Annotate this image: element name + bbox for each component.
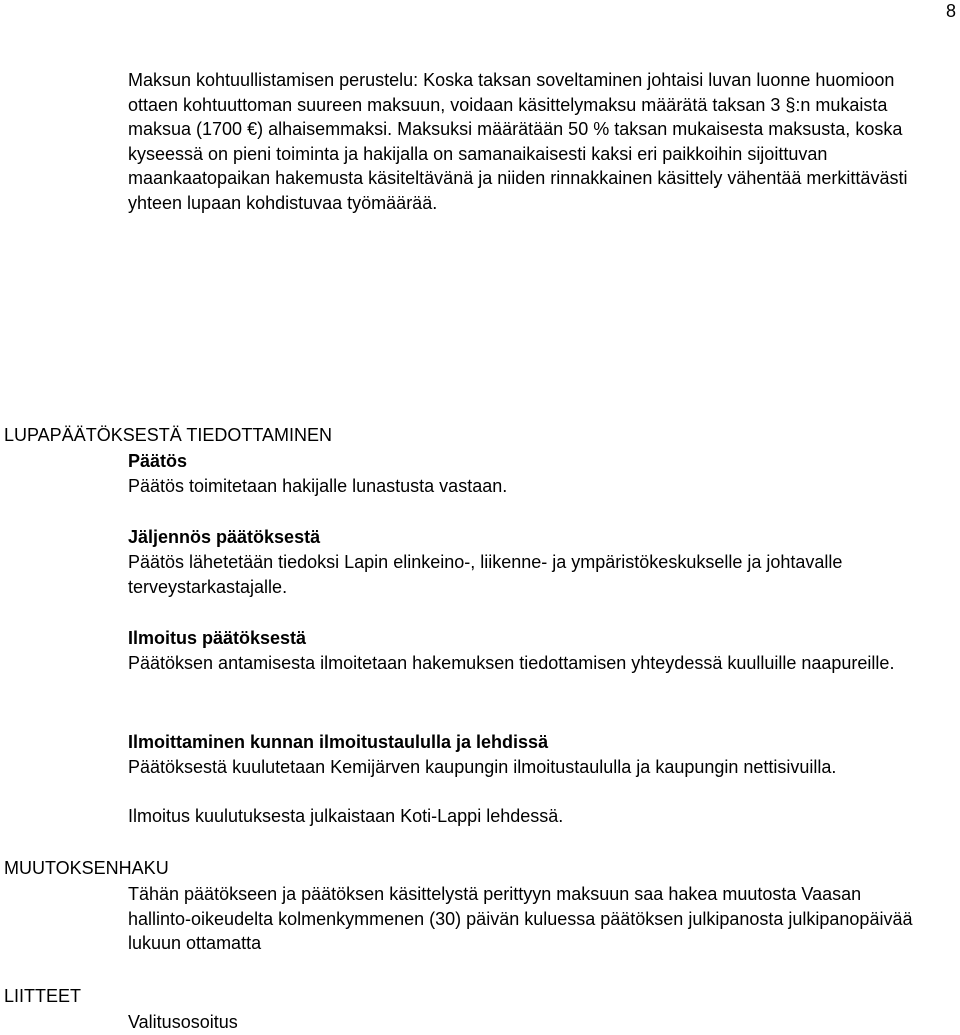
attachments-section-heading: LIITTEET	[4, 986, 82, 1006]
decision-copy-text: Päätös lähetetään tiedoksi Lapin elinkeino-, liikenne- ja ympäristökeskukselle ja johtavalle terveystarkastajalle.	[128, 552, 843, 597]
decision-announcement-heading: Ilmoitus päätöksestä	[128, 628, 307, 648]
page-number: 8	[945, 1, 956, 21]
attachment-item: Valitusosoitus	[128, 1012, 238, 1032]
decision-heading: Päätös	[128, 451, 188, 471]
appeal-text: Tähän päätökseen ja päätöksen käsittelystä perittyyn maksuun saa hakea muutosta Vaasan hallinto-oikeudelta kolmenkymmenen (30) päivän kuluessa päätöksen julkipanosta julkipanopäivää lukuun ottamatta	[128, 884, 913, 953]
publication-text: Päätöksestä kuulutetaan Kemijärven kaupungin ilmoitustaululla ja kaupungin nettisivuilla.	[128, 757, 837, 777]
decision-text: Päätös toimitetaan hakijalle lunastusta vastaan.	[128, 476, 508, 496]
publication-heading: Ilmoittaminen kunnan ilmoitustaululla ja lehdissä	[128, 732, 549, 752]
publication-text-2: Ilmoitus kuulutuksesta julkaistaan Koti-Lappi lehdessä.	[128, 806, 564, 826]
appeal-section-heading: MUUTOKSENHAKU	[4, 858, 169, 878]
notification-section-heading: LUPAPÄÄTÖKSESTÄ TIEDOTTAMINEN	[4, 425, 333, 445]
decision-announcement-text: Päätöksen antamisesta ilmoitetaan hakemuksen tiedottamisen yhteydessä kuulluille naapureille.	[128, 653, 895, 673]
decision-copy-heading: Jäljennös päätöksestä	[128, 527, 321, 547]
fee-justification-paragraph: Maksun kohtuullistamisen perustelu: Koska taksan soveltaminen johtaisi luvan luonne huomioon ottaen kohtuuttoman suureen maksuun, voidaan käsittelymaksu määrätä taksan 3 §:n mukaista maksua (1700 €) alhaisemmaksi. Maksuksi määrätään 50 % taksan mukaisesta maksusta, koska kyseessä on pieni toiminta ja hakijalla on samanaikaisesti kaksi eri paikkoihin sijoittuvan maankaatopaikan hakemusta käsiteltävänä ja niiden rinnakkainen käsittely vähentää merkittävästi yhteen lupaan kohdistuvaa työmäärää.	[128, 70, 908, 213]
